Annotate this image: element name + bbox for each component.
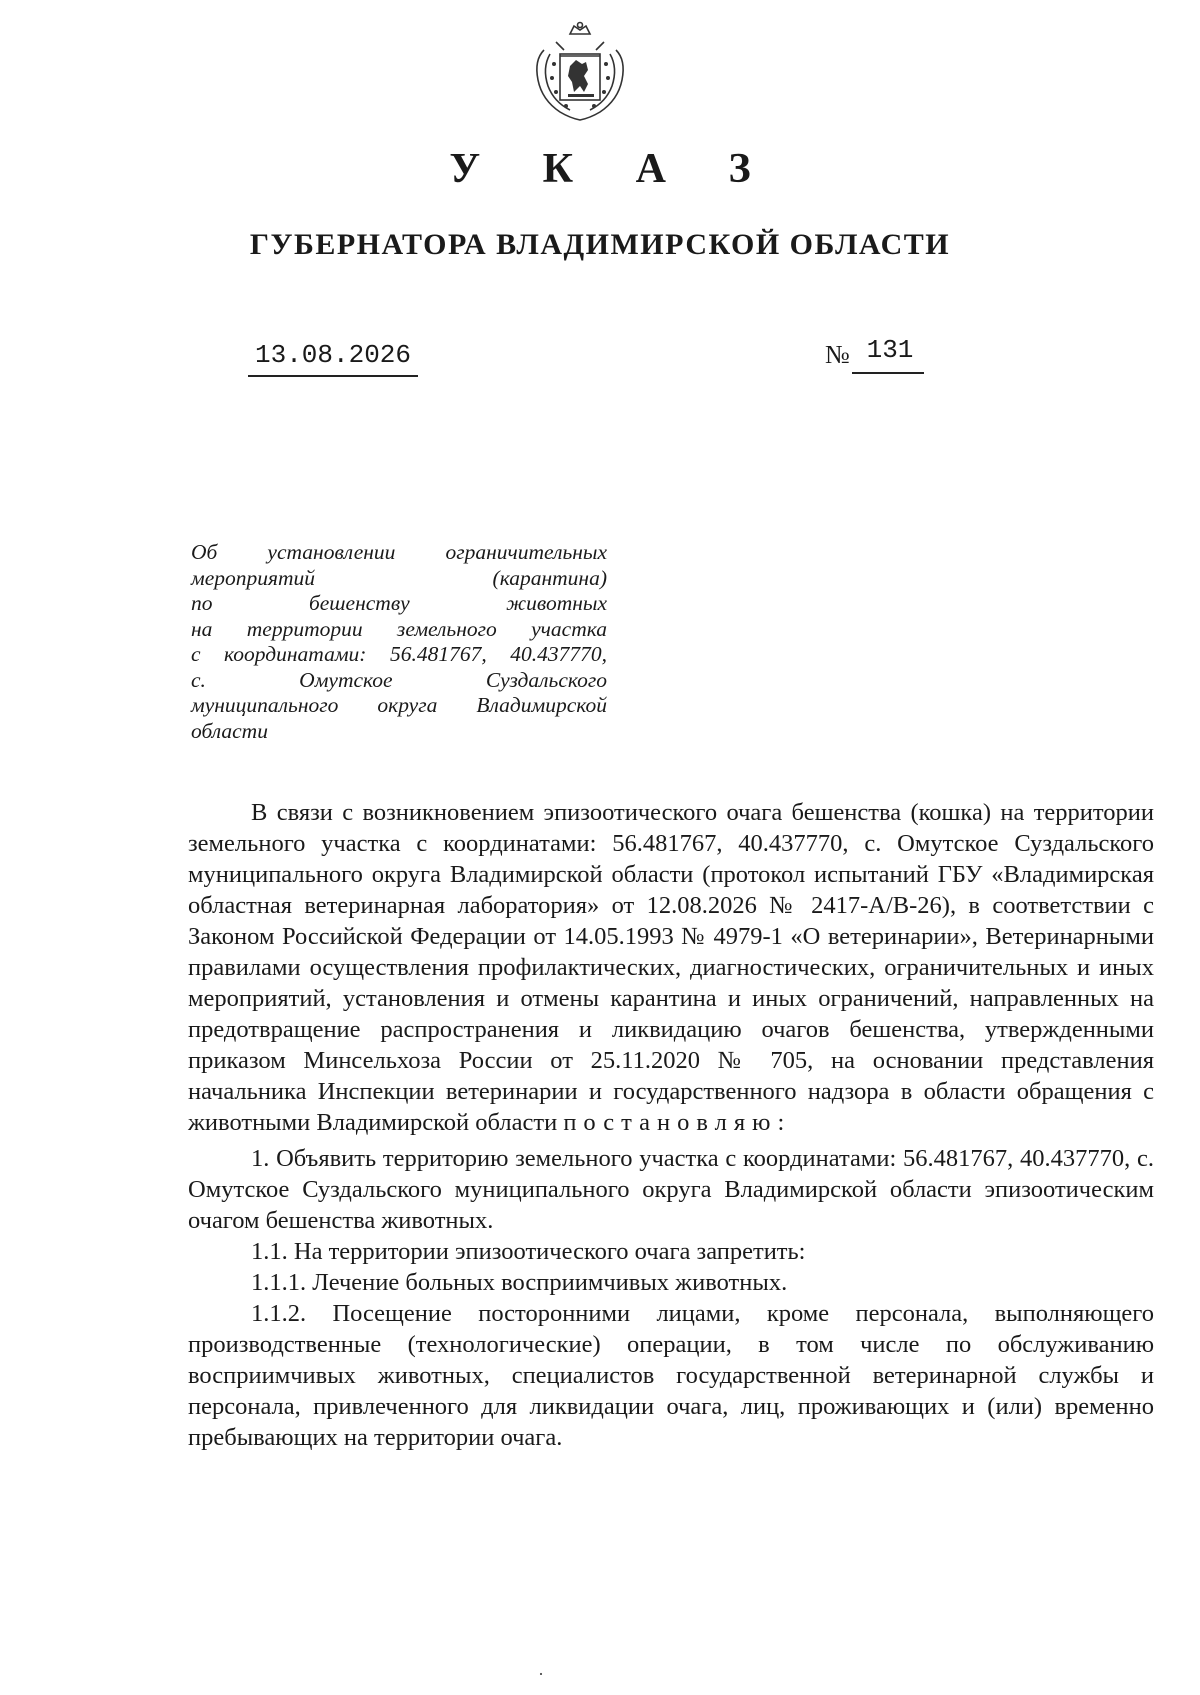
item-paragraph: 1.1. На территории эпизоотического очага запретить:: [251, 1238, 806, 1265]
subject-line: на территории земельного участка: [191, 616, 607, 641]
subject-line: муниципального округа Владимирской: [191, 693, 607, 717]
preamble-paragraph: [188, 797, 1154, 1138]
subject-line: Об установлении ограничительных: [191, 540, 607, 564]
document-issuer: ГУБЕРНАТОРА ВЛАДИМИРСКОЙ ОБЛАСТИ: [249, 228, 951, 261]
decree-colon: :: [777, 1109, 785, 1136]
decree-body: [188, 797, 1154, 1453]
document-title: У К А З: [449, 146, 777, 192]
number-label: №: [825, 340, 850, 369]
item-paragraph: 1.1.1. Лечение больных восприимчивых животных.: [251, 1269, 788, 1296]
item-paragraph: 1.1.2. Посещение посторонними лицами, кроме персонала, выполняющего производственные (технологические) операции, в том числе по обслуживанию восприимчивых животных, специалистов государственной ветеринарной службы и персонала, привлеченного для ликвидации очага, лиц, проживающих и (или) временно пребывающих на территории очага.: [188, 1300, 1154, 1451]
subject-line: области: [191, 718, 268, 743]
subject-line: с. Омутское Суздальского: [191, 667, 607, 692]
subject-line: с координатами: 56.481767, 40.437770,: [191, 642, 607, 666]
number-underline: [852, 372, 924, 374]
date-underline: [248, 375, 418, 377]
page-mark: ·: [538, 1664, 544, 1684]
subject-line: мероприятий (карантина): [191, 565, 607, 590]
subject-line: по бешенству животных: [191, 591, 607, 615]
decree-date: 13.08.2026: [254, 340, 412, 370]
item-paragraph: 1. Объявить территорию земельного участка с координатами: 56.481767, 40.437770, с. Омутское Суздальского муниципального округа Владимирской области эпизоотическим очагом бешенства животных.: [188, 1145, 1154, 1234]
decree-word: постановляю: [563, 1109, 778, 1136]
preamble-text: В связи с возникновением эпизоотического очага бешенства (кошка) на территории земельного участка с координатами: 56.481767, 40.437770, с. Омутское Суздальского муниципального округа Владимирской области (протокол испытаний ГБУ «Владимирская областная ветеринарная лаборатория» от 12.08.2026 № 2417-А/В-26), в соответствии с Законом Российской Федерации от 14.05.1993 № 4979-1 «О ветеринарии», Ветеринарными правилами осуществления профилактических, диагностических, ограничительных и иных мероприятий, установления и отмены карантина и иных ограничений, направленных на предотвращение распространения и ликвидацию очагов бешенства, утвержденными приказом Минсельхоза России от 25.11.2020 № 705, на основании представления начальника Инспекции ветеринарии и государственного надзора в области обращения с животными Владимирской области: [188, 799, 1154, 1136]
coat-of-arms-emblem-icon: [524, 20, 636, 124]
decree-subject: [191, 540, 607, 744]
decree-number: 131: [866, 335, 914, 365]
